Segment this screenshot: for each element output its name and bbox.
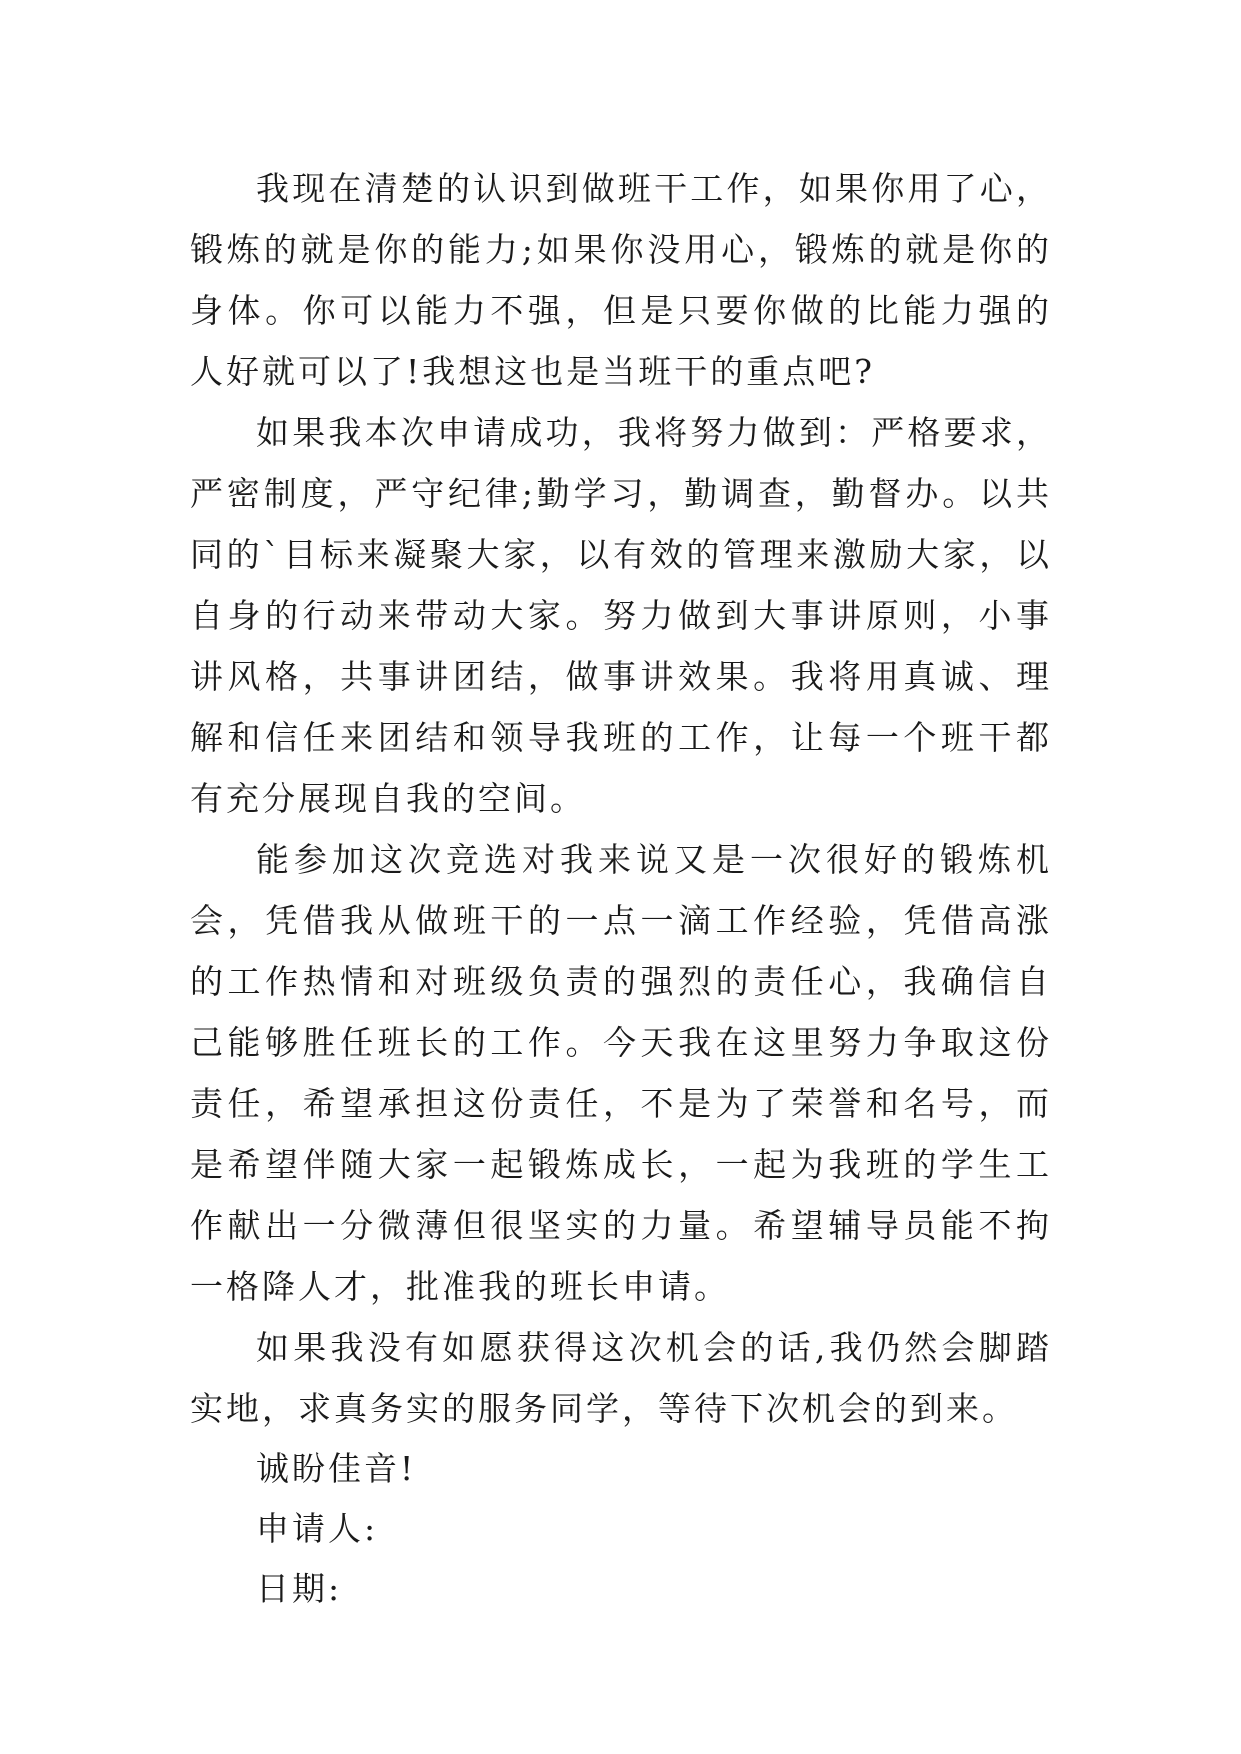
document-body bbox=[190, 158, 1052, 1619]
paragraph-4: 如果我没有如愿获得这次机会的话,我仍然会脚踏实地，求真务实的服务同学，等待下次机会的到来。 bbox=[190, 1328, 1052, 1428]
applicant-label: 申请人: bbox=[256, 1509, 379, 1548]
paragraph-2: 如果我本次申请成功，我将努力做到：严格要求，严密制度，严守纪律;勤学习，勤调查，勤督办。以共同的`目标来凝聚大家，以有效的管理来激励大家，以自身的行动来带动大家。努力做到大事讲原则，小事讲风格，共事讲团结，做事讲效果。我将用真诚、理解和信任来团结和领导我班的工作，让每一个班干都有充分展现自我的空间。 bbox=[190, 413, 1052, 818]
paragraph-1: 我现在清楚的认识到做班干工作，如果你用了心，锻炼的就是你的能力;如果你没用心，锻炼的就是你的身体。你可以能力不强，但是只要你做的比能力强的人好就可以了!我想这也是当班干的重点吧? bbox=[190, 169, 1052, 391]
closing-line: 诚盼佳音! bbox=[256, 1449, 417, 1488]
date-label: 日期: bbox=[256, 1569, 343, 1608]
paragraph-3: 能参加这次竞选对我来说又是一次很好的锻炼机会，凭借我从做班干的一点一滴工作经验，凭借高涨的工作热情和对班级负责的强烈的责任心，我确信自己能够胜任班长的工作。今天我在这里努力争取这份责任，希望承担这份责任，不是为了荣誉和名号，而是希望伴随大家一起锻炼成长，一起为我班的学生工作献出一分微薄但很坚实的力量。希望辅导员能不拘一格降人才，批准我的班长申请。 bbox=[190, 840, 1052, 1306]
